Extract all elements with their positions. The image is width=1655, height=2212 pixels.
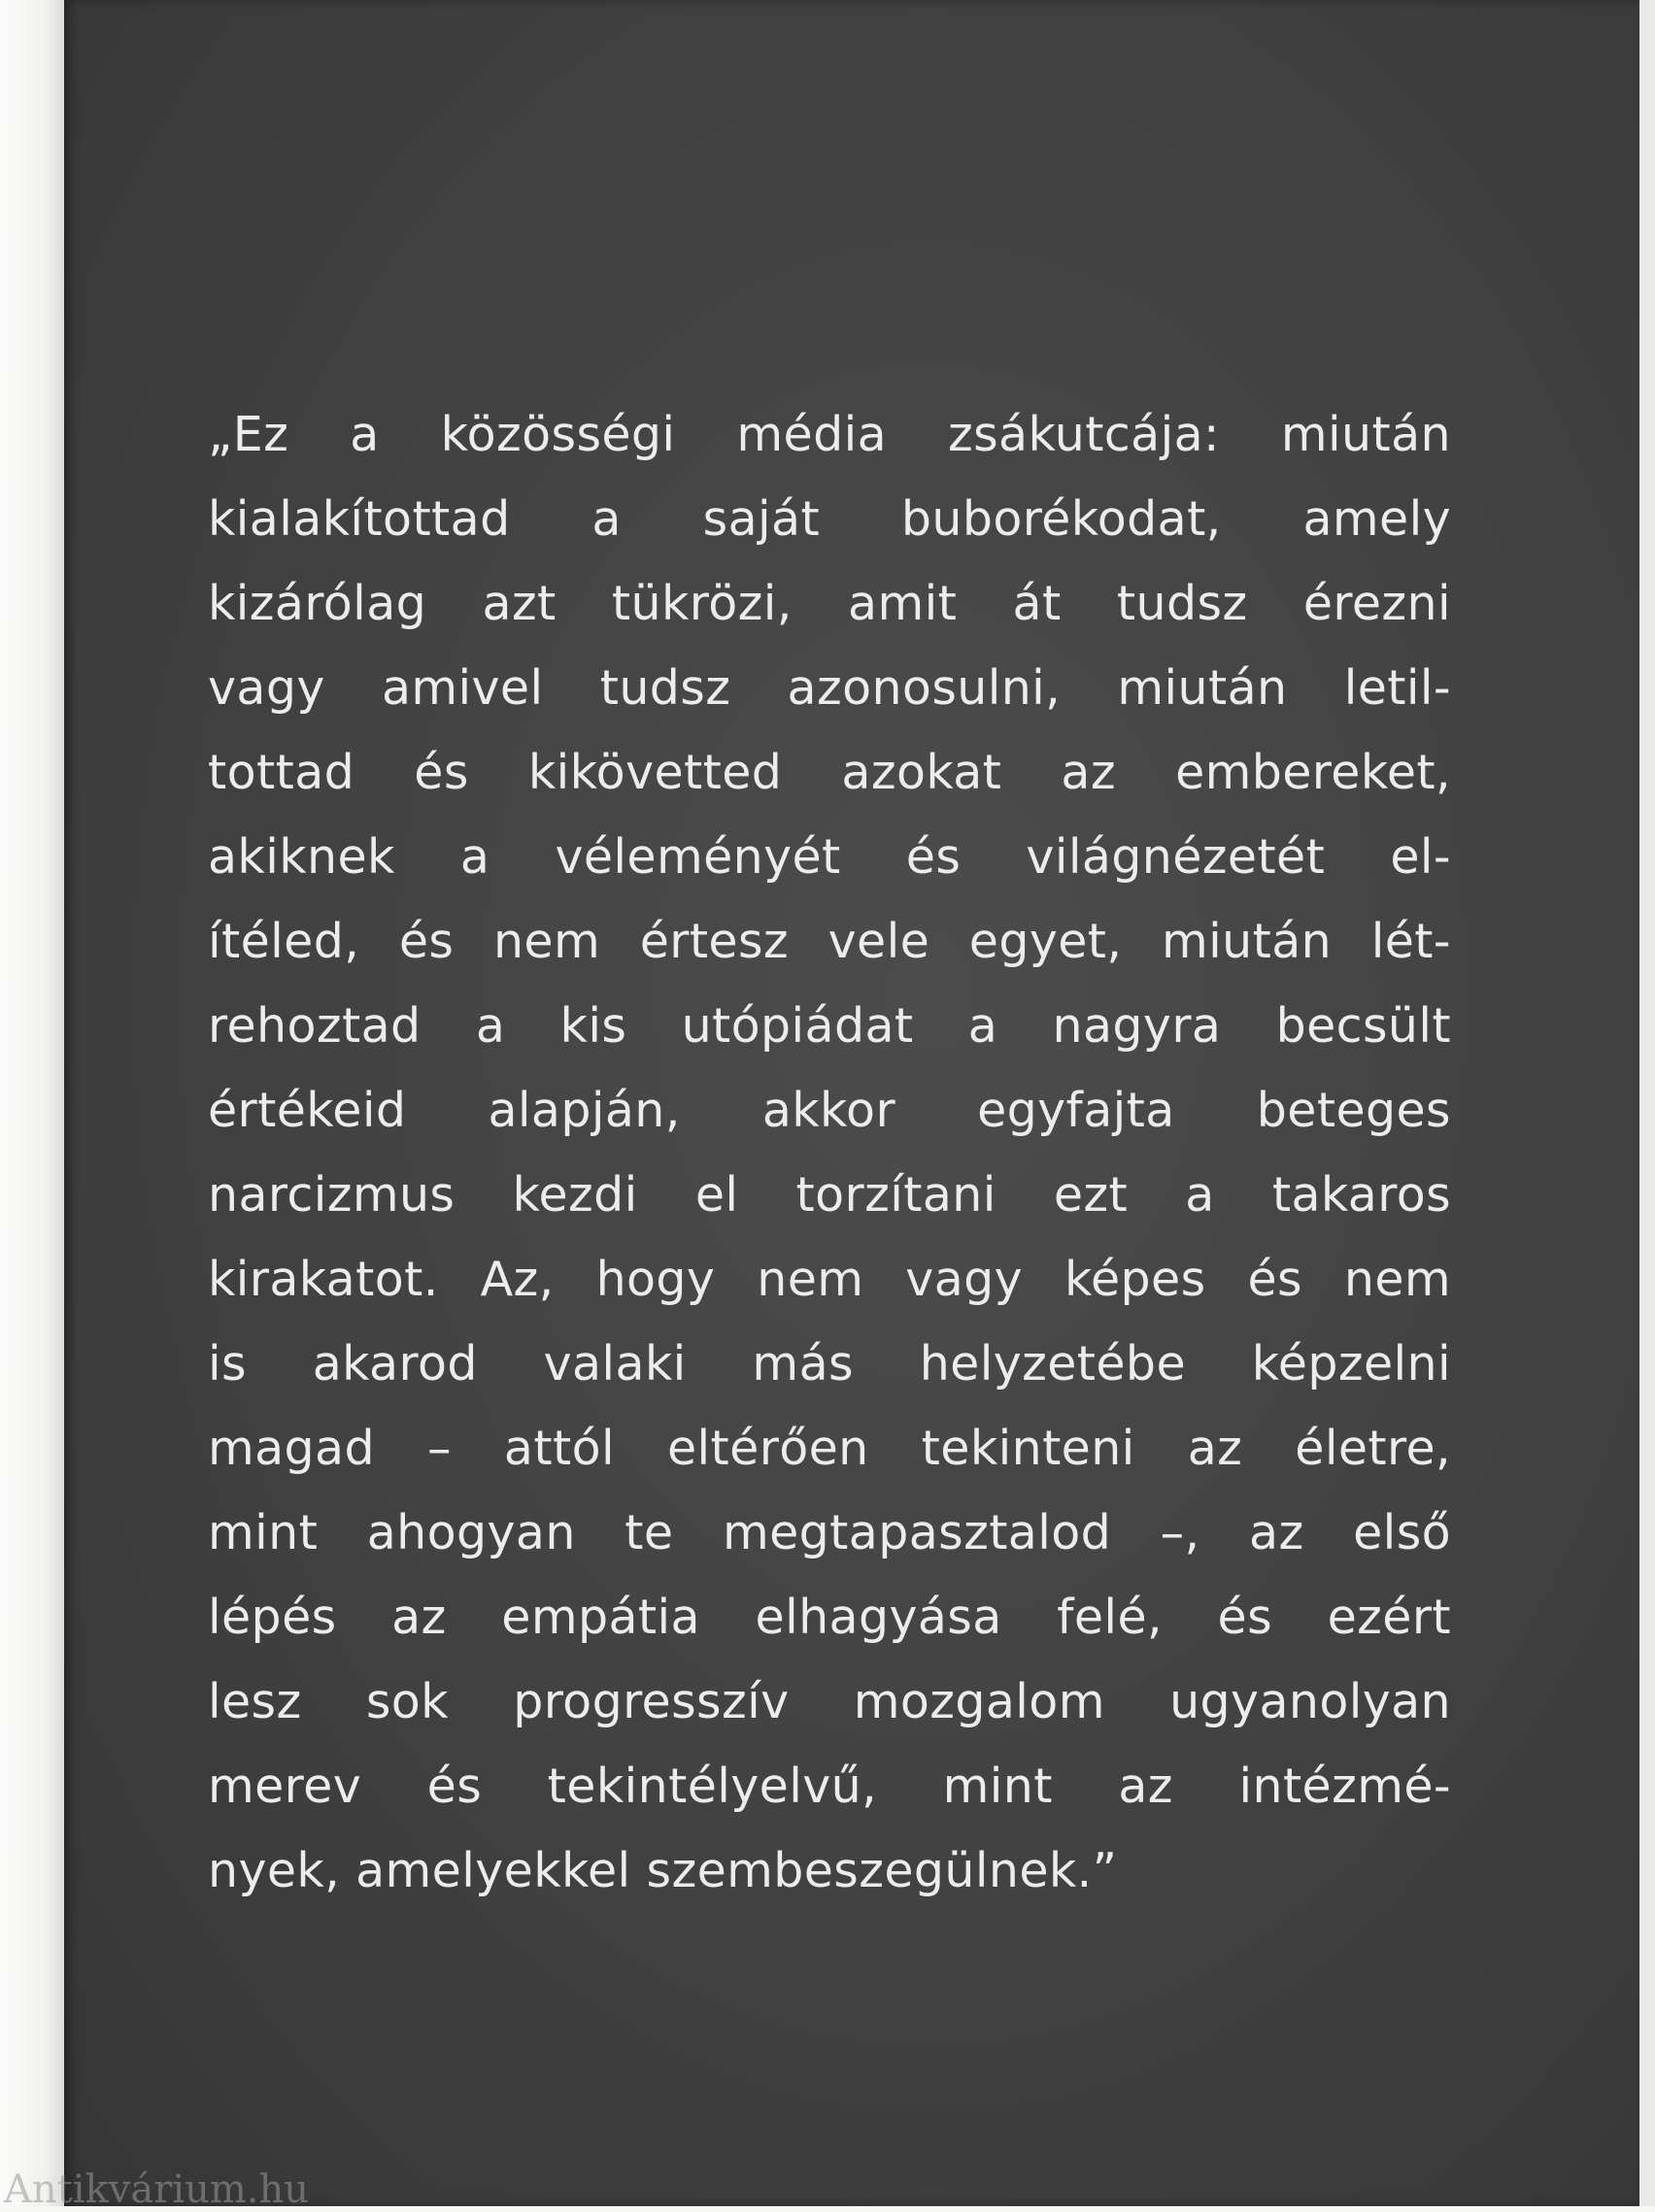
quote-line: narcizmus kezdi el torzítani ezt a takaros — [208, 1167, 1451, 1223]
quote-line: tottad és kikövetted azokat az embereket, — [208, 745, 1451, 800]
quote-line: akiknek a véleményét és világnézetét el- — [208, 829, 1451, 885]
quote-line: is akarod valaki más helyzetébe képzelni — [208, 1336, 1451, 1391]
quote-line: lépés az empátia elhagyása felé, és ezért — [208, 1590, 1451, 1645]
watermark: Antikvárium.hu — [4, 2167, 310, 2212]
scan-margin — [0, 0, 64, 2206]
quote-line: értékeid alapján, akkor egyfajta beteges — [208, 1083, 1451, 1138]
quote-line: magad – attól eltérően tekinteni az életre, — [208, 1421, 1451, 1476]
quote-line: mint ahogyan te megtapasztalod –, az első — [208, 1505, 1451, 1560]
quote-line: ítéled, és nem értesz vele egyet, miután lét- — [208, 914, 1451, 969]
quote-line: nyek, amelyekkel szembeszegülnek.” — [208, 1843, 1118, 1898]
quote-line: kirakatot. Az, hogy nem vagy képes és nem — [208, 1252, 1451, 1307]
quote-line: lesz sok progresszív mozgalom ugyanolyan — [208, 1674, 1451, 1729]
quote-line: vagy amivel tudsz azonosulni, miután letil- — [208, 660, 1451, 716]
quote-line: merev és tekintélyelvű, mint az intézmé- — [208, 1759, 1451, 1814]
quote-line: kizárólag azt tükrözi, amit át tudsz érezni — [208, 576, 1451, 631]
quote-line: kialakítottad a saját buborékodat, amely — [208, 491, 1451, 547]
quote-line: „Ez a közösségi média zsákutcája: miután — [208, 407, 1451, 462]
back-cover-quote — [208, 392, 1451, 1913]
quote-line: rehoztad a kis utópiádat a nagyra becsült — [208, 998, 1451, 1054]
